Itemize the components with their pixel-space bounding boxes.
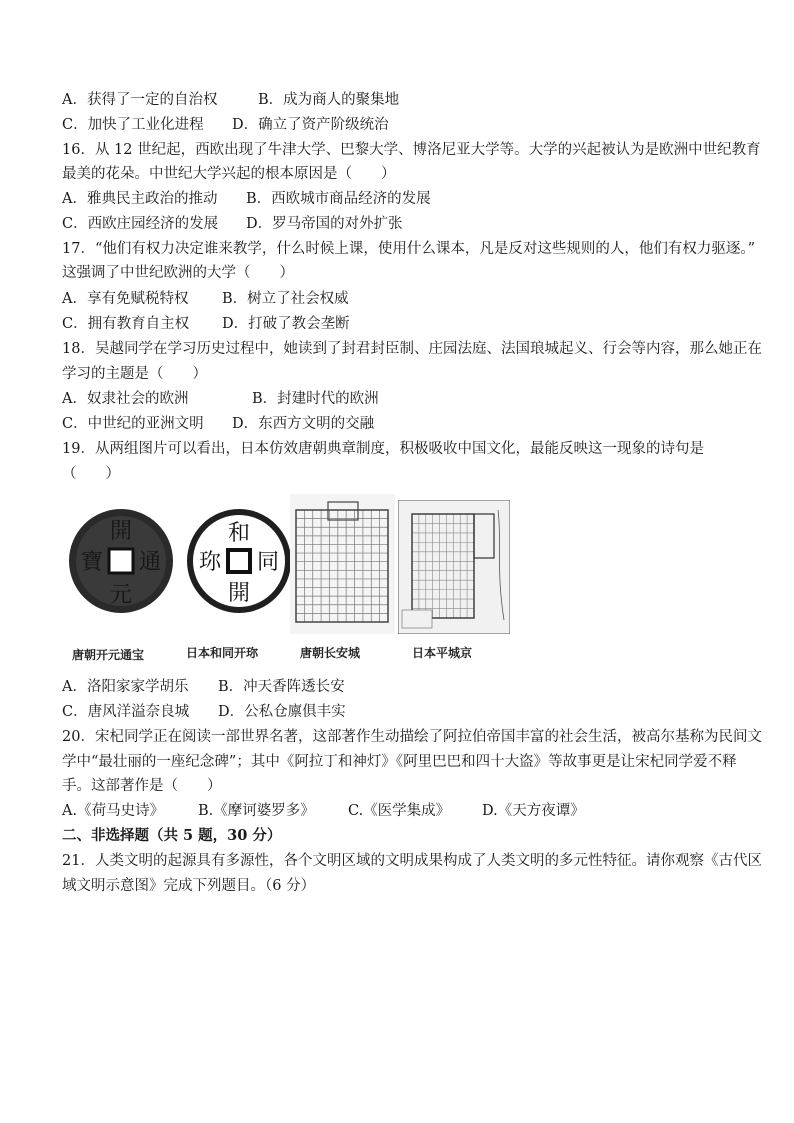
q19-options-row1 [62,677,345,697]
q15-option-a[interactable]: A．获得了一定的自治权 [62,92,218,108]
q18-stem: 18．吴越同学在学习历史过程中，她读到了封君封臣制、庄园法庭、法国琅城起义、行会等内容，那么她正在 [62,341,762,357]
q15-option-c[interactable]: C．加快了工业化进程 [62,117,204,133]
q18-option-a[interactable]: A．奴隶社会的欧洲 [62,391,189,407]
q20-option-b[interactable]: B.《摩诃婆罗多》 [198,803,315,819]
q18-option-d[interactable]: D．东西方文明的交融 [232,416,375,432]
caption-japan-coin: 日本和同开珎 [186,646,259,660]
q19-stem-cont: （ ） [62,466,120,482]
q20-stem: 20．宋杞同学正在阅读一部世界名著，这部著作生动描绘了阿拉伯帝国丰富的社会生活，被高尔基称为民间文 [62,729,762,745]
changan-city-map [290,494,395,634]
q20-options-row [62,801,585,821]
q15-options-row2 [62,115,389,135]
q19-options-row2 [62,702,346,722]
caption-changan: 唐朝长安城 [300,646,361,660]
q18-options-row2 [62,414,374,434]
tang-coin-image [66,506,176,616]
tang-coin-char-right: 通 [138,550,162,575]
q20-stem-cont1: 学中“最壮丽的一座纪念碑”；其中《阿拉丁和神灯》《阿里巴巴和四十大盗》等故事更是让宋杞同学爱不释 [62,754,737,770]
japan-coin-image [184,506,294,616]
q20-stem-cont2: 手。这部著作是（ ） [62,778,222,794]
q16-options-row1 [62,189,431,209]
q17-options-row2 [62,314,350,334]
q18-option-c[interactable]: C．中世纪的亚洲文明 [62,416,204,432]
q18-options-row1 [62,389,379,409]
japan-coin-char-top: 和 [227,521,251,546]
q19-option-a[interactable]: A．洛阳家家学胡乐 [62,679,189,695]
q16-option-d[interactable]: D．罗马帝国的对外扩张 [246,216,403,232]
q17-option-c[interactable]: C．拥有教育自主权 [62,316,190,332]
q16-options-row2 [62,214,403,234]
q20-option-d[interactable]: D.《天方夜谭》 [482,803,585,819]
q21-stem: 21．人类文明的起源具有多源性，各个文明区域的文明成果构成了人类文明的多元性特征。请你观察《古代区 [62,853,762,869]
tang-coin-char-left: 寶 [80,550,104,575]
q19-option-b[interactable]: B．冲天香阵透长安 [218,679,345,695]
japan-coin-char-bottom: 開 [227,581,251,606]
caption-heijokyo: 日本平城京 [412,646,473,660]
q20-option-c[interactable]: C.《医学集成》 [348,803,451,819]
q17-options-row1 [62,289,349,309]
q19-option-d[interactable]: D．公私仓廪俱丰实 [218,704,346,720]
q17-option-a[interactable]: A．享有免赋税特权 [62,291,189,307]
q15-options-row1 [62,90,399,110]
caption-tang-coin: 唐朝开元通宝 [72,648,145,662]
q16-option-b[interactable]: B．西欧城市商品经济的发展 [246,191,431,207]
q17-option-b[interactable]: B．树立了社会权威 [222,291,349,307]
q16-option-c[interactable]: C．西欧庄园经济的发展 [62,216,219,232]
q19-figure-group [62,494,512,664]
q16-stem: 16．从 12 世纪起，西欧出现了牛津大学、巴黎大学、博洛尼亚大学等。大学的兴起被认为是欧洲中世纪教育 [62,142,761,158]
q16-option-a[interactable]: A．雅典民主政治的推动 [62,191,218,207]
heijokyo-city-map [398,500,510,634]
q20-option-a[interactable]: A.《荷马史诗》 [62,803,165,819]
q15-option-d[interactable]: D．确立了资产阶级统治 [232,117,389,133]
section-two-heading: 二、非选择题（共 5 题，30 分） [62,827,282,844]
q21-stem-cont: 域文明示意图》完成下列题目。（6 分） [62,878,316,894]
q18-option-b[interactable]: B．封建时代的欧洲 [252,391,379,407]
q19-stem: 19．从两组图片可以看出，日本仿效唐朝典章制度，积极吸收中国文化，最能反映这一现象的诗句是 [62,441,704,457]
tang-coin-char-bottom: 元 [109,583,133,608]
q17-stem-cont: 这强调了中世纪欧洲的大学（ ） [62,265,294,281]
q18-stem-cont: 学习的主题是（ ） [62,366,207,382]
q17-stem: 17．“他们有权力决定谁来教学，什么时候上课，使用什么课本，凡是反对这些规则的人，他们有权力驱逐。” [62,241,756,257]
q17-option-d[interactable]: D．打破了教会垄断 [222,316,350,332]
q16-stem-cont: 最美的花朵。中世纪大学兴起的根本原因是（ ） [62,166,396,182]
japan-coin-char-left: 珎 [198,550,222,575]
q19-option-c[interactable]: C．唐风洋溢奈良城 [62,704,190,720]
japan-coin-char-right: 同 [256,550,280,575]
tang-coin-char-top: 開 [109,519,133,544]
q15-option-b[interactable]: B．成为商人的聚集地 [258,92,400,108]
